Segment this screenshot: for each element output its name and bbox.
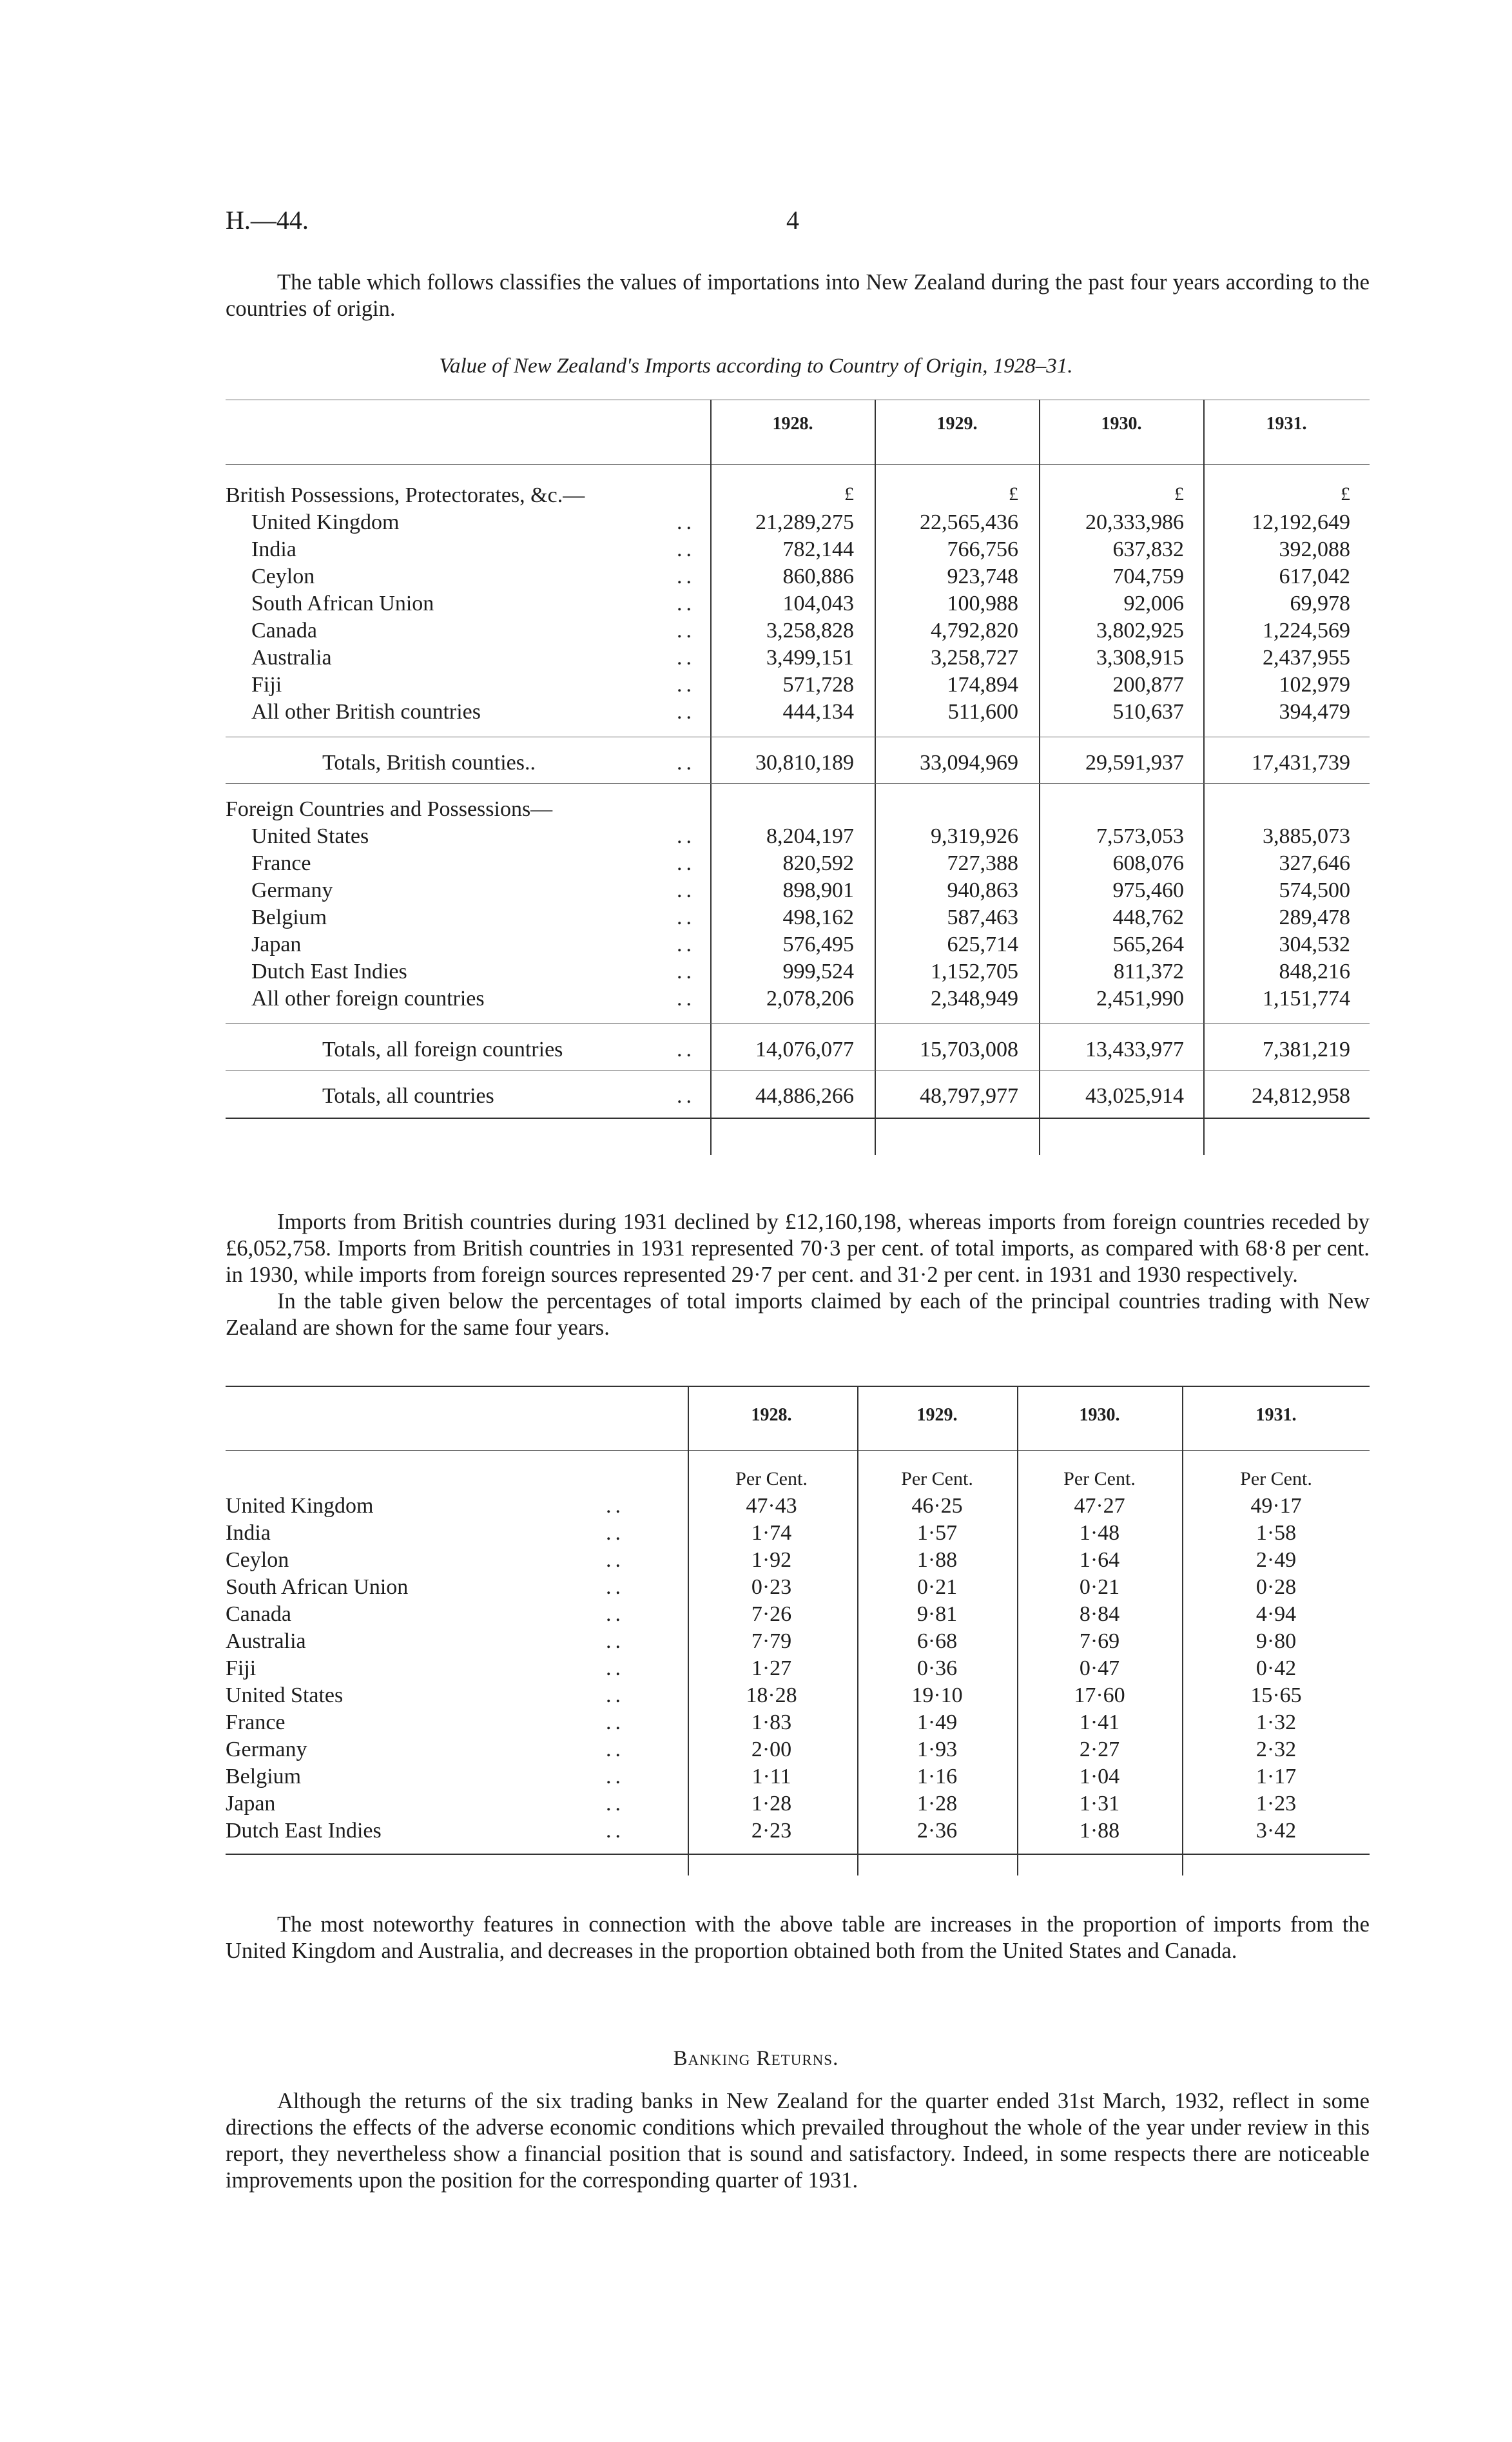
- row-value: 3,885,073: [1263, 824, 1350, 848]
- row-value: 7·79: [751, 1629, 792, 1653]
- row-value: 0·47: [1079, 1656, 1120, 1680]
- row-label: India: [226, 1521, 271, 1545]
- row-value: 304,532: [1279, 933, 1350, 956]
- row-value: 6·68: [916, 1629, 958, 1653]
- row-value: 999,524: [782, 960, 854, 984]
- row-value: 608,076: [1112, 851, 1184, 875]
- row-value: 2,437,955: [1263, 646, 1350, 670]
- row-label: Dutch East Indies: [226, 1819, 382, 1843]
- row-label: Totals, all countries: [322, 1084, 494, 1108]
- table1-year-header: 1928.: [772, 414, 813, 434]
- row-value: 565,264: [1112, 933, 1184, 956]
- row-label: United Kingdom: [251, 510, 400, 534]
- row-value: 820,592: [782, 851, 854, 875]
- table1-year-header: 1931.: [1266, 414, 1307, 434]
- row-value: 4·94: [1255, 1602, 1297, 1626]
- row-value: 1·57: [916, 1521, 958, 1545]
- table2-row: [226, 1521, 1370, 1548]
- table2-year-header: 1931.: [1255, 1405, 1297, 1425]
- row-value: 3,499,151: [766, 646, 854, 670]
- row-value: 4,792,820: [931, 619, 1018, 643]
- row-value: 69,978: [1290, 592, 1350, 615]
- row-value: 0·36: [916, 1656, 958, 1680]
- row-value: 1·27: [751, 1656, 792, 1680]
- row-value: 1,224,569: [1263, 619, 1350, 643]
- table1-grand-total-row: [226, 1084, 1370, 1111]
- row-value: 2,348,949: [931, 987, 1018, 1011]
- row-value: 29,591,937: [1085, 751, 1184, 775]
- table2-year-header: 1929.: [916, 1405, 958, 1425]
- row-value: 1·49: [916, 1710, 958, 1734]
- row-value: 975,460: [1112, 878, 1184, 902]
- paragraph-decline: Imports from British countries during 1931 declined by £12,160,198, whereas imports from foreign countries receded by £6,052,758. Imports from British countries in 1931 represented 70·3 per cent. of total imports, as compared with 68·8 per cent. in 1930, while imports from foreign sources represented 29·7 per cent. and 31·2 per cent. in 1931 and 1930 respectively. In the table given below the percentages of total imports claimed by each of the principal countries trading with New Zealand are shown for the same four years.: [226, 1210, 1370, 1340]
- table1-british-row: [226, 592, 1370, 619]
- row-label: Fiji: [251, 673, 282, 697]
- leader-dots: ..: [606, 1792, 625, 1816]
- row-value: 3,258,727: [931, 646, 1018, 670]
- table1-foreign-row: [226, 878, 1370, 906]
- row-label: Ceylon: [226, 1548, 289, 1572]
- row-value: 1·23: [1255, 1792, 1297, 1816]
- leader-dots: ..: [606, 1629, 625, 1653]
- table2-unit-label: Per Cent.: [1240, 1468, 1312, 1489]
- row-value: 1·28: [916, 1792, 958, 1816]
- leader-dots: ..: [677, 960, 695, 984]
- table2-top-rule: [226, 1386, 1370, 1387]
- row-value: 43,025,914: [1085, 1084, 1184, 1108]
- leader-dots: ..: [677, 646, 695, 670]
- imports-percentage-table: [226, 1386, 1370, 1888]
- table2-year-header: 1928.: [751, 1405, 792, 1425]
- row-value: 625,714: [947, 933, 1018, 956]
- row-value: 17·60: [1074, 1683, 1125, 1707]
- table1-foreign-heading: Foreign Countries and Possessions—: [226, 797, 553, 821]
- table2-row: [226, 1494, 1370, 1521]
- page-number: 4: [786, 206, 799, 235]
- table1-british-row: [226, 538, 1370, 565]
- table1-foreign-row: [226, 933, 1370, 960]
- table2-unit-label: Per Cent.: [901, 1468, 973, 1489]
- row-value: 498,162: [782, 906, 854, 929]
- row-value: 14,076,077: [755, 1038, 854, 1061]
- row-value: 3·42: [1255, 1819, 1297, 1843]
- intro-paragraph: The table which follows classifies the values of importations into New Zealand during the past four years according to the countries of origin.: [226, 270, 1370, 321]
- row-label: Australia: [226, 1629, 306, 1653]
- row-value: 574,500: [1279, 878, 1350, 902]
- paragraph-features: The most noteworthy features in connection with the above table are increases in the proportion of imports from the United Kingdom and Australia, and decreases in the proportion obtained both from the United States and Canada.: [226, 1912, 1370, 1963]
- row-label: Japan: [251, 933, 302, 956]
- row-label: United States: [251, 824, 369, 848]
- row-value: 0·42: [1255, 1656, 1297, 1680]
- section-heading: Banking Returns.: [673, 2047, 839, 2070]
- leader-dots: ..: [677, 510, 695, 534]
- imports-value-table: [226, 400, 1370, 1173]
- table1-foreign-row: [226, 960, 1370, 987]
- row-value: 571,728: [782, 673, 854, 697]
- row-value: 511,600: [947, 700, 1018, 724]
- table2-row: [226, 1656, 1370, 1683]
- row-value: 48,797,977: [920, 1084, 1018, 1108]
- table1-foreign-total-row: [226, 1038, 1370, 1065]
- leader-dots: ..: [606, 1710, 625, 1734]
- row-value: 392,088: [1279, 538, 1350, 561]
- row-label: Ceylon: [251, 565, 315, 588]
- row-value: 20,333,986: [1085, 510, 1184, 534]
- table2-row: [226, 1765, 1370, 1792]
- row-value: 1·04: [1079, 1765, 1120, 1788]
- row-value: 9·80: [1255, 1629, 1297, 1653]
- row-value: 7·26: [751, 1602, 792, 1626]
- row-value: 9·81: [916, 1602, 958, 1626]
- row-label: Canada: [251, 619, 317, 643]
- row-value: 1·11: [751, 1765, 791, 1788]
- table2-row: [226, 1683, 1370, 1710]
- row-value: 1·17: [1255, 1765, 1297, 1788]
- leader-dots: ..: [606, 1765, 625, 1788]
- leader-dots: ..: [606, 1656, 625, 1680]
- table1-british-total-row: [226, 751, 1370, 778]
- table2-row: [226, 1819, 1370, 1846]
- row-value: 13,433,977: [1085, 1038, 1184, 1061]
- row-value: 2·23: [751, 1819, 792, 1843]
- row-value: 1·41: [1079, 1710, 1120, 1734]
- row-value: 1·92: [751, 1548, 792, 1572]
- table1-caption: Value of New Zealand's Imports according to Country of Origin, 1928–31.: [439, 354, 1073, 378]
- row-label: All other British countries: [251, 700, 481, 724]
- row-label: Belgium: [251, 906, 327, 929]
- leader-dots: ..: [677, 1038, 695, 1061]
- leader-dots: ..: [677, 906, 695, 929]
- row-value: 327,646: [1279, 851, 1350, 875]
- leader-dots: ..: [606, 1548, 625, 1572]
- row-value: 9,319,926: [931, 824, 1018, 848]
- table1-foreign-row: [226, 824, 1370, 851]
- table2-row: [226, 1629, 1370, 1656]
- table2-row: [226, 1738, 1370, 1765]
- row-value: 1·83: [751, 1710, 792, 1734]
- row-label: Fiji: [226, 1656, 257, 1680]
- row-value: 22,565,436: [920, 510, 1018, 534]
- row-value: 100,988: [947, 592, 1018, 615]
- table2-header-rule: [226, 1450, 1370, 1451]
- row-value: 24,812,958: [1252, 1084, 1350, 1108]
- row-value: 47·43: [746, 1494, 797, 1518]
- row-value: 727,388: [947, 851, 1018, 875]
- table1-subtotal-rule: [226, 1070, 1370, 1071]
- leader-dots: ..: [677, 1084, 695, 1108]
- table2-bottom-rule: [226, 1854, 1370, 1855]
- row-value: 1·16: [916, 1765, 958, 1788]
- row-value: 15·65: [1250, 1683, 1302, 1707]
- row-label: Germany: [251, 878, 333, 902]
- row-value: 860,886: [782, 565, 854, 588]
- row-value: 2·00: [751, 1738, 792, 1761]
- row-value: 587,463: [947, 906, 1018, 929]
- row-value: 15,703,008: [920, 1038, 1018, 1061]
- row-value: 1,151,774: [1263, 987, 1350, 1011]
- leader-dots: ..: [606, 1521, 625, 1545]
- row-value: 1·88: [1079, 1819, 1120, 1843]
- table2-unit-label: Per Cent.: [1063, 1468, 1136, 1489]
- row-value: 1·93: [916, 1738, 958, 1761]
- row-value: 1·31: [1079, 1792, 1120, 1816]
- leader-dots: ..: [677, 987, 695, 1011]
- table1-british-row: [226, 646, 1370, 673]
- paragraph-banking: Although the returns of the six trading banks in New Zealand for the quarter ended 31st March, 1932, reflect in some directions the effects of the adverse economic conditions which prevailed throughout the whole of the year under review in this report, they nevertheless show a financial position that is sound and satisfactory. Indeed, in some respects there are noticeable improvements upon the position for the corresponding quarter of 1931.: [226, 2089, 1370, 2193]
- row-value: 0·21: [916, 1575, 958, 1599]
- row-value: 46·25: [911, 1494, 963, 1518]
- table2-unit-label: Per Cent.: [735, 1468, 808, 1489]
- row-label: Germany: [226, 1738, 307, 1761]
- row-value: 200,877: [1112, 673, 1184, 697]
- table2-row: [226, 1602, 1370, 1629]
- row-value: 448,762: [1112, 906, 1184, 929]
- table1-bottom-rule: [226, 1118, 1370, 1119]
- leader-dots: ..: [606, 1683, 625, 1707]
- leader-dots: ..: [677, 700, 695, 724]
- leader-dots: ..: [677, 673, 695, 697]
- table2-row: [226, 1792, 1370, 1819]
- leader-dots: ..: [606, 1494, 625, 1518]
- row-value: 104,043: [782, 592, 854, 615]
- row-value: 766,756: [947, 538, 1018, 561]
- row-value: 0·23: [751, 1575, 792, 1599]
- leader-dots: ..: [677, 538, 695, 561]
- row-value: 1,152,705: [931, 960, 1018, 984]
- row-label: Japan: [226, 1792, 276, 1816]
- table1-british-row: [226, 619, 1370, 646]
- table1-british-row: [226, 673, 1370, 700]
- row-value: 898,901: [782, 878, 854, 902]
- row-value: 1·28: [751, 1792, 792, 1816]
- table1-currency-symbol: £: [1009, 483, 1018, 505]
- row-label: United Kingdom: [226, 1494, 374, 1518]
- row-value: 8,204,197: [766, 824, 854, 848]
- row-value: 7,573,053: [1096, 824, 1184, 848]
- row-value: 2,451,990: [1096, 987, 1184, 1011]
- row-label: France: [226, 1710, 286, 1734]
- row-value: 444,134: [782, 700, 854, 724]
- row-value: 2·36: [916, 1819, 958, 1843]
- row-value: 18·28: [746, 1683, 797, 1707]
- table1-year-header: 1930.: [1101, 414, 1142, 434]
- row-value: 0·21: [1079, 1575, 1120, 1599]
- row-value: 940,863: [947, 878, 1018, 902]
- row-value: 617,042: [1279, 565, 1350, 588]
- table1-currency-symbol: £: [1174, 483, 1184, 505]
- row-value: 19·10: [911, 1683, 963, 1707]
- table2-row: [226, 1548, 1370, 1575]
- row-label: South African Union: [251, 592, 434, 615]
- row-value: 21,289,275: [755, 510, 854, 534]
- row-value: 47·27: [1074, 1494, 1125, 1518]
- table1-header-rule: [226, 464, 1370, 465]
- row-value: 1·32: [1255, 1710, 1297, 1734]
- row-value: 102,979: [1279, 673, 1350, 697]
- row-value: 3,258,828: [766, 619, 854, 643]
- table1-british-row: [226, 565, 1370, 592]
- row-value: 811,372: [1113, 960, 1184, 984]
- row-label: France: [251, 851, 311, 875]
- row-value: 1·58: [1255, 1521, 1297, 1545]
- row-value: 848,216: [1279, 960, 1350, 984]
- row-label: Totals, British counties..: [322, 751, 536, 775]
- row-value: 33,094,969: [920, 751, 1018, 775]
- row-value: 7·69: [1079, 1629, 1120, 1653]
- row-label: United States: [226, 1683, 344, 1707]
- row-value: 3,802,925: [1096, 619, 1184, 643]
- row-value: 3,308,915: [1096, 646, 1184, 670]
- leader-dots: ..: [677, 878, 695, 902]
- leader-dots: ..: [677, 565, 695, 588]
- row-value: 2,078,206: [766, 987, 854, 1011]
- row-label: India: [251, 538, 296, 561]
- table2-row: [226, 1710, 1370, 1738]
- table1-currency-symbol: £: [1341, 483, 1350, 505]
- leader-dots: ..: [677, 751, 695, 775]
- row-label: South African Union: [226, 1575, 409, 1599]
- leader-dots: ..: [606, 1738, 625, 1761]
- row-value: 510,637: [1112, 700, 1184, 724]
- row-label: Canada: [226, 1602, 291, 1626]
- row-value: 0·28: [1255, 1575, 1297, 1599]
- row-value: 2·27: [1079, 1738, 1120, 1761]
- row-label: Dutch East Indies: [251, 960, 407, 984]
- leader-dots: ..: [677, 592, 695, 615]
- row-value: 174,894: [947, 673, 1018, 697]
- table1-subtotal-rule: [226, 1023, 1370, 1024]
- leader-dots: ..: [677, 851, 695, 875]
- table1-foreign-row: [226, 851, 1370, 878]
- row-label: Australia: [251, 646, 332, 670]
- row-value: 44,886,266: [755, 1084, 854, 1108]
- leader-dots: ..: [677, 619, 695, 643]
- table1-british-row: [226, 700, 1370, 727]
- table1-subtotal-rule: [226, 783, 1370, 784]
- row-value: 782,144: [782, 538, 854, 561]
- row-label: All other foreign countries: [251, 987, 485, 1011]
- leader-dots: ..: [606, 1602, 625, 1626]
- row-value: 394,479: [1279, 700, 1350, 724]
- table2-row: [226, 1575, 1370, 1602]
- row-value: 7,381,219: [1263, 1038, 1350, 1061]
- row-value: 92,006: [1123, 592, 1184, 615]
- leader-dots: ..: [677, 933, 695, 956]
- table1-british-heading: British Possessions, Protectorates, &c.—: [226, 483, 585, 507]
- row-value: 1·88: [916, 1548, 958, 1572]
- row-value: 1·74: [751, 1521, 792, 1545]
- row-value: 289,478: [1279, 906, 1350, 929]
- table1-foreign-row: [226, 906, 1370, 933]
- table2-year-header: 1930.: [1079, 1405, 1120, 1425]
- table1-currency-symbol: £: [844, 483, 854, 505]
- row-value: 576,495: [782, 933, 854, 956]
- document-reference: H.—44.: [226, 206, 309, 235]
- row-value: 12,192,649: [1252, 510, 1350, 534]
- table1-foreign-row: [226, 987, 1370, 1014]
- leader-dots: ..: [606, 1575, 625, 1599]
- leader-dots: ..: [606, 1819, 625, 1843]
- row-value: 704,759: [1112, 565, 1184, 588]
- row-value: 2·32: [1255, 1738, 1297, 1761]
- table1-year-header: 1929.: [936, 414, 978, 434]
- row-label: Totals, all foreign countries: [322, 1038, 563, 1061]
- table1-british-row: [226, 510, 1370, 538]
- row-label: Belgium: [226, 1765, 302, 1788]
- row-value: 1·64: [1079, 1548, 1120, 1572]
- row-value: 923,748: [947, 565, 1018, 588]
- row-value: 49·17: [1250, 1494, 1302, 1518]
- row-value: 8·84: [1079, 1602, 1120, 1626]
- leader-dots: ..: [677, 824, 695, 848]
- row-value: 637,832: [1112, 538, 1184, 561]
- row-value: 1·48: [1079, 1521, 1120, 1545]
- row-value: 17,431,739: [1252, 751, 1350, 775]
- row-value: 2·49: [1255, 1548, 1297, 1572]
- row-value: 30,810,189: [755, 751, 854, 775]
